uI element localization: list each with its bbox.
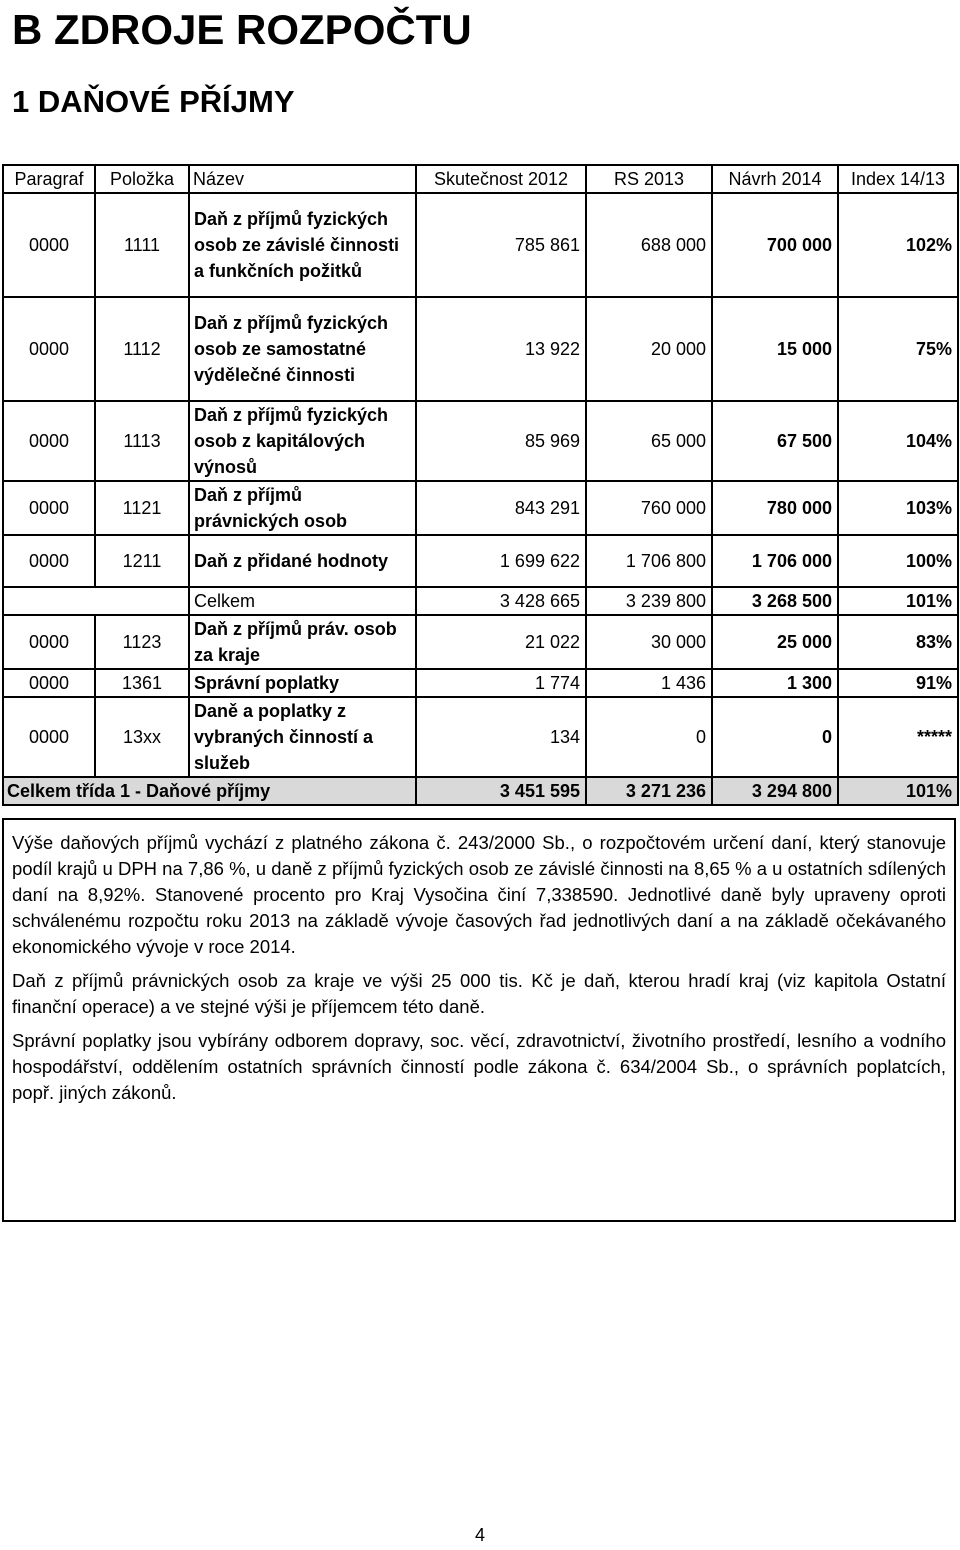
col-header-nazev: Název [189, 165, 416, 193]
cell-polozka: 1211 [95, 535, 189, 587]
cell-empty [3, 587, 189, 615]
grand-total-row [3, 777, 958, 805]
cell-paragraf: 0000 [3, 401, 95, 481]
cell-rs: 30 000 [586, 615, 712, 669]
tax-revenue-table [2, 164, 959, 806]
cell-polozka: 1112 [95, 297, 189, 401]
paragraph: Výše daňových příjmů vychází z platného zákona č. 243/2000 Sb., o rozpočtovém určení daní, který stanovuje podíl krajů u DPH na 7,86 %, u daně z příjmů fyzických osob ze závislé činnosti na 8,65 % a u ostatních sdílených daní na 8,92%. Stanovené procento pro Kraj Vysočina činí 7,338590. Jednotlivé daně byly upraveny oproti schválenému rozpočtu roku 2013 na základě vývoje časových řad jednotlivých daní a na základě očekávaného ekonomického vývoje v roce 2014. [12, 832, 946, 957]
cell-polozka: 1361 [95, 669, 189, 697]
cell-polozka: 1123 [95, 615, 189, 669]
table-row [3, 481, 958, 535]
cell-skutecnost: 13 922 [416, 297, 586, 401]
page-number: 4 [474, 1525, 485, 1545]
cell-navrh: 1 706 000 [712, 535, 838, 587]
total-skutecnost: 3 451 595 [416, 777, 586, 805]
cell-paragraf: 0000 [3, 481, 95, 535]
cell-skutecnost: 134 [416, 697, 586, 777]
table-row [3, 297, 958, 401]
paragraph: Daň z příjmů právnických osob za kraje ve výši 25 000 tis. Kč je daň, kterou hradí kraj (viz kapitola Ostatní finanční operace) a ve stejné výši je příjemcem této daně. [12, 970, 946, 1017]
cell-nazev: Daň z příjmů fyzických osob z kapitálových výnosů [189, 401, 416, 481]
cell-navrh: 780 000 [712, 481, 838, 535]
cell-navrh: 15 000 [712, 297, 838, 401]
cell-polozka: 1121 [95, 481, 189, 535]
subtotal-row [3, 587, 958, 615]
col-header-index: Index 14/13 [838, 165, 958, 193]
cell-nazev: Daň z příjmů právnických osob [189, 481, 416, 535]
cell-nazev: Správní poplatky [189, 669, 416, 697]
total-index: 101% [838, 777, 958, 805]
cell-skutecnost: 3 428 665 [416, 587, 586, 615]
cell-polozka: 13xx [95, 697, 189, 777]
paragraph: Správní poplatky jsou vybírány odborem dopravy, soc. věcí, zdravotnictví, životního prostředí, lesního a vodního hospodářství, oddělením ostatních správních činností podle zákona č. 634/2004 Sb., o správních poplatcích, popř. jiných zákonů. [12, 1030, 946, 1103]
cell-rs: 688 000 [586, 193, 712, 297]
total-label: Celkem třída 1 - Daňové příjmy [3, 777, 416, 805]
cell-rs: 760 000 [586, 481, 712, 535]
commentary-box [2, 818, 956, 1222]
section-heading: B ZDROJE ROZPOČTU [12, 6, 472, 53]
cell-skutecnost: 1 699 622 [416, 535, 586, 587]
cell-navrh: 67 500 [712, 401, 838, 481]
subsection-heading: 1 DAŇOVÉ PŘÍJMY [12, 84, 295, 119]
cell-index: ***** [838, 697, 958, 777]
cell-navrh: 0 [712, 697, 838, 777]
table-row [3, 669, 958, 697]
table-header-row [3, 165, 958, 193]
cell-index: 83% [838, 615, 958, 669]
cell-index: 75% [838, 297, 958, 401]
cell-paragraf: 0000 [3, 535, 95, 587]
cell-navrh: 3 268 500 [712, 587, 838, 615]
cell-nazev: Daň z příjmů fyzických osob ze závislé činnosti a funkčních požitků [189, 193, 416, 297]
cell-paragraf: 0000 [3, 193, 95, 297]
cell-paragraf: 0000 [3, 669, 95, 697]
cell-paragraf: 0000 [3, 297, 95, 401]
cell-polozka: 1113 [95, 401, 189, 481]
cell-nazev: Daň z přidané hodnoty [189, 535, 416, 587]
cell-navrh: 700 000 [712, 193, 838, 297]
cell-index: 100% [838, 535, 958, 587]
cell-navrh: 1 300 [712, 669, 838, 697]
cell-index: 103% [838, 481, 958, 535]
col-header-rs: RS 2013 [586, 165, 712, 193]
cell-navrh: 25 000 [712, 615, 838, 669]
cell-index: 101% [838, 587, 958, 615]
table-row [3, 535, 958, 587]
cell-skutecnost: 1 774 [416, 669, 586, 697]
cell-skutecnost: 843 291 [416, 481, 586, 535]
cell-skutecnost: 85 969 [416, 401, 586, 481]
cell-skutecnost: 785 861 [416, 193, 586, 297]
cell-rs: 65 000 [586, 401, 712, 481]
cell-skutecnost: 21 022 [416, 615, 586, 669]
cell-polozka: 1111 [95, 193, 189, 297]
cell-paragraf: 0000 [3, 697, 95, 777]
col-header-paragraf: Paragraf [3, 165, 95, 193]
cell-rs: 20 000 [586, 297, 712, 401]
cell-index: 104% [838, 401, 958, 481]
total-navrh: 3 294 800 [712, 777, 838, 805]
table-row [3, 401, 958, 481]
table-row [3, 697, 958, 777]
cell-index: 102% [838, 193, 958, 297]
col-header-skutecnost: Skutečnost 2012 [416, 165, 586, 193]
col-header-polozka: Položka [95, 165, 189, 193]
cell-paragraf: 0000 [3, 615, 95, 669]
table-row [3, 193, 958, 297]
cell-rs: 1 436 [586, 669, 712, 697]
total-rs: 3 271 236 [586, 777, 712, 805]
cell-rs: 0 [586, 697, 712, 777]
cell-nazev: Daně a poplatky z vybraných činností a služeb [189, 697, 416, 777]
table-row [3, 615, 958, 669]
cell-rs: 3 239 800 [586, 587, 712, 615]
cell-nazev: Celkem [189, 587, 416, 615]
col-header-navrh: Návrh 2014 [712, 165, 838, 193]
cell-nazev: Daň z příjmů fyzických osob ze samostatné výdělečné činnosti [189, 297, 416, 401]
cell-rs: 1 706 800 [586, 535, 712, 587]
cell-index: 91% [838, 669, 958, 697]
cell-nazev: Daň z příjmů práv. osob za kraje [189, 615, 416, 669]
